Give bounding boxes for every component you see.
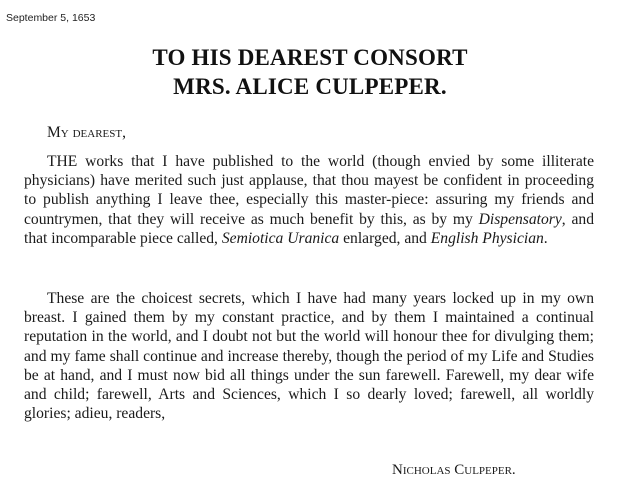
- dispensatory-title: Dispensatory: [478, 210, 562, 228]
- paragraph-1-text-4: .: [543, 229, 548, 247]
- salutation: My dearest,: [47, 124, 126, 141]
- semiotica-uranica-title: Semiotica Uranica: [221, 229, 340, 247]
- paragraph-1-text-1: THE works that I have published to the world (though envied by some illiterate physicians) have merited such just applause, that thou mayest be confident in proceeding to publish anything I leave thee, especially this master-piece: assuring my friends and countrymen, that they will receive as much benefit by this, as by my: [24, 153, 594, 228]
- letter-paragraph-2: These are the choicest secrets, which I have had many years locked up in my own breast. I gained them by my constant practice, and by them I maintained a continual reputation in the world, and I doubt not but the world will honour thee for divulging them; and my fame shall continue and increase thereby, though the period of my Life and Studies be at hand, and I must now bid all things under the sun farewell. Farewell, my dear wife and child; farewell, Arts and Sciences, which I so dearly loved; farewell, all worldly glories; adieu, readers,: [24, 290, 594, 423]
- letter-paragraph-1: [24, 152, 594, 248]
- english-physician-title: English Physician: [430, 229, 544, 247]
- dedication-heading-line-2: MRS. ALICE CULPEPER.: [173, 74, 447, 99]
- signature: Nicholas Culpeper.: [392, 462, 516, 478]
- dedication-heading-line-1: TO HIS DEAREST CONSORT: [152, 45, 468, 70]
- paragraph-1-text-3: enlarged, and: [339, 229, 431, 247]
- paragraph-1-text-2: , and that incomparable piece called,: [24, 210, 594, 247]
- document-date: September 5, 1653: [6, 12, 96, 24]
